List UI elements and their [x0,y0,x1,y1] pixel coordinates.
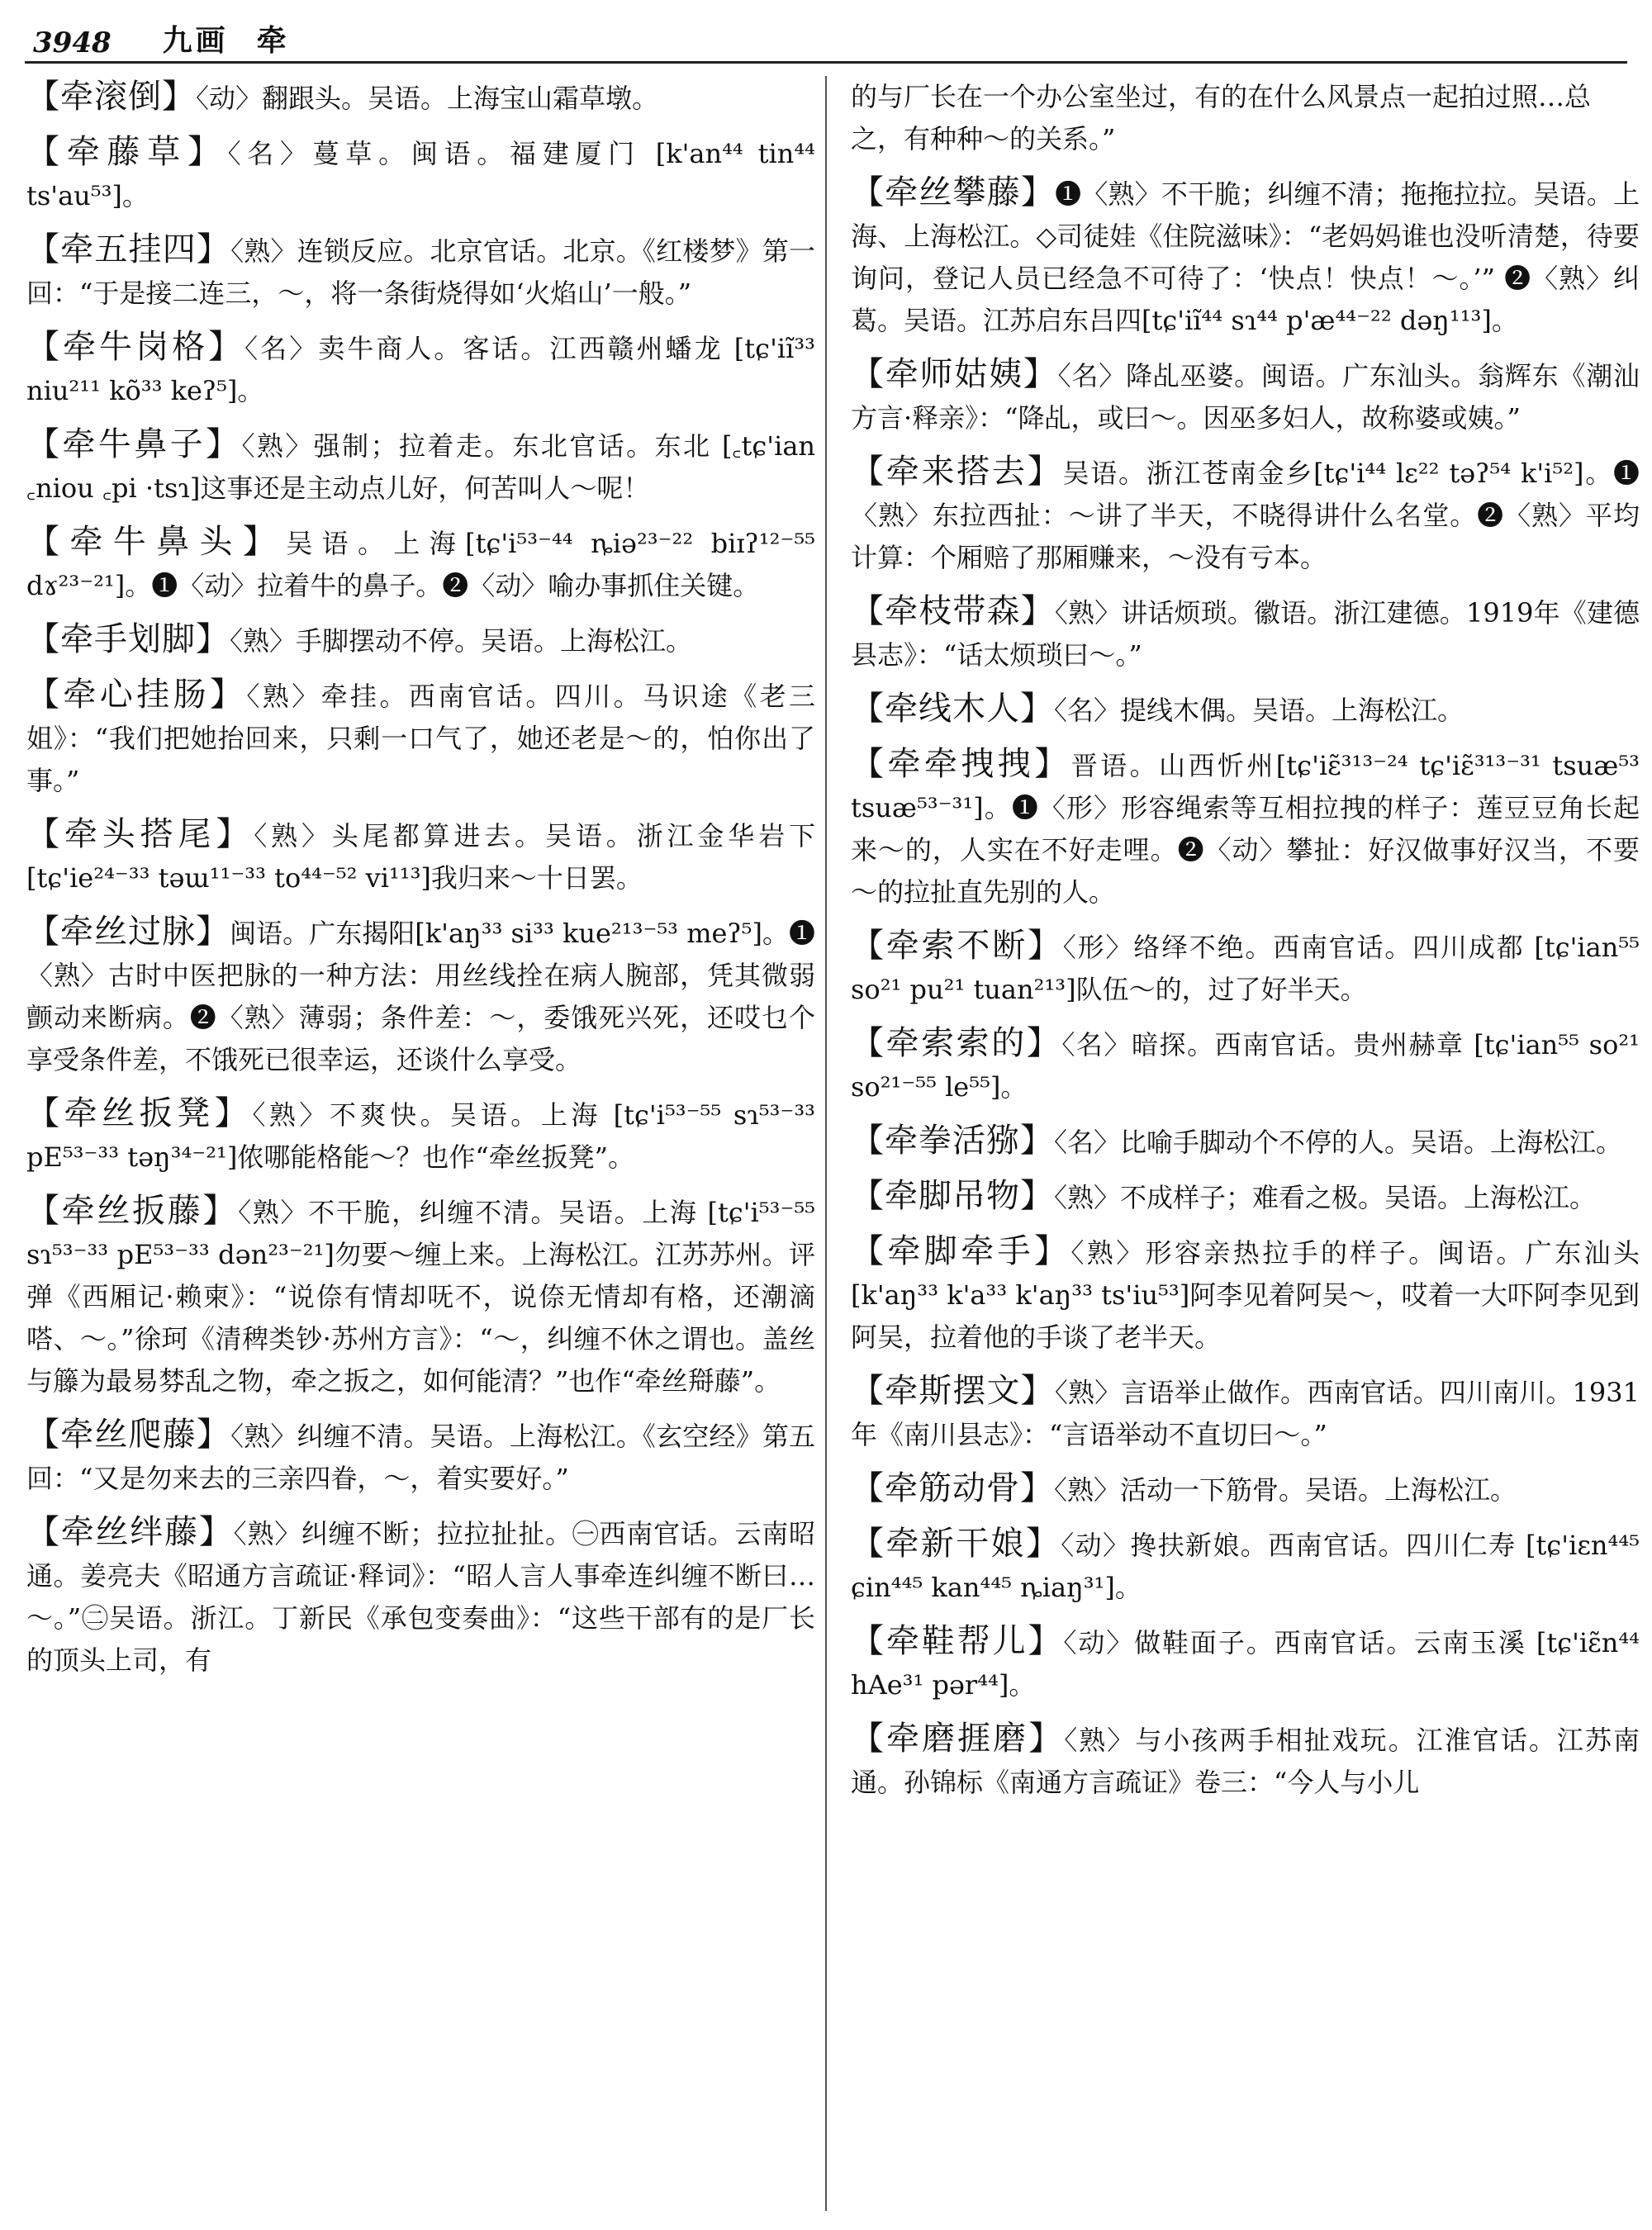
entry-headword: 【牵拳活猕】 [851,1122,1054,1160]
dictionary-entry [26,424,815,510]
entry-definition: 〈熟〉纠缠不清。吴语。上海松江。《玄空经》第五回：“又是勿来去的三亲四眷，～，着实要好。” [26,1421,815,1494]
dictionary-entry [851,1022,1640,1108]
dictionary-entry [26,326,815,412]
section-label: 九画 [162,23,229,58]
dictionary-entry [26,1511,815,1682]
page-number: 3948 [33,26,112,59]
entry-definition: 吴语。浙江苍南金乡[tɕ'i⁴⁴ lɛ²² təʔ⁵⁴ k'i⁵²]。❶〈熟〉东拉西扯：～讲了半天，不晓得讲什么名堂。❷〈熟〉平均计算：个厢赔了那厢赚来，～没有亏本。 [851,458,1640,573]
entry-headword: 【牵牵拽拽】 [851,745,1071,783]
continuation-text: 的与厂长在一个办公室坐过，有的在什么风景点一起拍过照…总之，有种种～的关系。” [851,81,1592,154]
entry-definition: 〈熟〉活动一下筋骨。吴语。上海松江。 [1054,1474,1517,1506]
dictionary-entry [851,1231,1640,1359]
entry-definition: 〈熟〉强制；拉着走。东北官话。东北 [꜀tɕ'ian ꜀niou ꜀pi ·tsɿ]这事还是主动点儿好，何苦叫人～呢！ [26,430,816,504]
entry-headword: 【牵磨捱磨】 [851,1720,1065,1758]
dictionary-entry [851,1468,1640,1511]
entry-definition: 〈熟〉讲话烦琐。徽语。浙江建德。1919年《建德县志》：“话太烦琐曰～。” [851,597,1640,671]
entry-headword: 【牵丝绊藤】 [26,1513,234,1551]
entry-definition: 〈熟〉不成样子；难看之极。吴语。上海松江。 [1054,1182,1597,1213]
left-column [26,76,815,1693]
entry-headword: 【牵斯摆文】 [851,1372,1055,1410]
entry-definition: 吴语。上海[tɕ'i⁵³⁻⁴⁴ ȵiə²³⁻²² biɪʔ¹²⁻⁵⁵ dɤ²³⁻²¹]。❶〈动〉拉着牛的鼻子。❷〈动〉喻办事抓住关键。 [26,528,815,601]
dictionary-entry [851,1120,1640,1164]
entry-headword: 【牵索索的】 [851,1024,1062,1062]
dictionary-entry [26,229,815,315]
entry-headword: 【牵丝扳凳】 [26,1094,253,1132]
right-column [851,76,1640,1815]
entry-definition: 〈熟〉纠缠不断；拉拉扯扯。㊀西南官话。云南昭通。姜亮夫《昭通方言疏证·释词》：“昭人言人事牵连纠缠不断曰…～。”㊁吴语。浙江。丁新民《承包变奏曲》：“这些干部有的是厂长的顶头上司，有 [26,1518,815,1676]
dictionary-entry [26,1414,815,1500]
entry-definition: 〈名〉提线木偶。吴语。上海松江。 [1054,695,1464,726]
entry-definition: 〈名〉蔓草。闽语。福建厦门 [k'an⁴⁴ tin⁴⁴ ts'au⁵³]。 [26,138,815,211]
entry-definition: 〈熟〉与小孩两手相扯戏玩。江淮官话。江苏南通。孙锦标《南通方言疏证》卷三：“今人与小儿 [851,1725,1640,1798]
dictionary-entry [851,1620,1640,1706]
entry-definition: 〈熟〉牵挂。西南官话。四川。马识途《老三姐》：“我们把她抬回来，只剩一口气了，她还老是～的，怕你出了事。” [26,681,815,796]
dictionary-entry [851,1370,1640,1456]
dictionary-entry [26,1093,815,1179]
entry-definition: 〈名〉比喻手脚动个不停的人。吴语。上海松江。 [1054,1127,1623,1158]
entry-definition: 闽语。广东揭阳[k'aŋ³³ si³³ kue²¹³⁻⁵³ meʔ⁵]。❶〈熟〉古时中医把脉的一种方法：用丝线拴在病人腕部，凭其微弱颤动来断病。❷〈熟〉薄弱；条件差：～，委饿死兴死，还哎乜个享受条件差，不饿死已很幸运，还谈什么享受。 [26,918,815,1075]
entry-headword: 【牵筋动骨】 [851,1469,1054,1507]
header-rule [25,61,1627,64]
entry-definition: 〈熟〉手脚摆动不停。吴语。上海松江。 [230,625,693,657]
entry-definition: 晋语。山西忻州[tɕ'iɛ̃³¹³⁻²⁴ tɕ'iɛ̃³¹³⁻³¹ tsuæ⁵³ tsuæ⁵³⁻³¹]。❶〈形〉形容绳索等互相拉拽的样子：莲豆豆角长起来～的，人实在不好走哩。❷〈动〉攀扯：好汉做事好汉当，不要～的拉扯直先别的人。 [851,750,1640,908]
entry-headword: 【牵师姑姨】 [851,355,1058,393]
entry-definition: 〈熟〉不干脆，纠缠不清。吴语。上海 [tɕ'i⁵³⁻⁵⁵ sɿ⁵³⁻³³ pE⁵³⁻³³ dən²³⁻²¹]勿要～缠上来。上海松江。江苏苏州。评弹《西厢记·赖柬》：“说倷有情却呒不，说倷无情却有格，还潮滴嗒、～。”徐珂《清稗类钞·苏州方言》：“～，纠缠不休之谓也。盖丝与籐为最易棼乱之物，牵之扳之，如何能清？”也作“牵丝搿藤”。 [26,1197,815,1397]
entry-definition: 〈动〉做鞋面子。西南官话。云南玉溪 [tɕ'iɛ̃n⁴⁴ hAe³¹ pər⁴⁴]。 [851,1627,1640,1701]
entry-headword: 【牵藤草】 [26,133,228,171]
dictionary-entry [851,451,1640,579]
dictionary-entry [26,911,815,1081]
dictionary-entry [26,674,815,802]
dictionary-entry [26,76,815,120]
entry-headword: 【牵丝攀藤】 [851,173,1056,211]
entry-headword: 【牵来搭去】 [851,453,1063,491]
dictionary-entry [851,1175,1640,1219]
entry-headword: 【牵头搭尾】 [26,815,254,853]
dictionary-entry [851,172,1640,342]
entry-definition: 〈熟〉头尾都算进去。吴语。浙江金华岩下[tɕ'ie²⁴⁻³³ təɯ¹¹⁻³³ to⁴⁴⁻⁵² vi¹¹³]我归来～十日罢。 [26,820,815,894]
entry-headword: 【牵脚吊物】 [851,1177,1054,1215]
header-character: 牵 [256,23,287,58]
entry-headword: 【牵五挂四】 [26,230,231,268]
entry-headword: 【牵索不断】 [851,927,1063,965]
entry-headword: 【牵脚牵手】 [851,1232,1071,1270]
dictionary-entry [26,619,815,662]
entry-definition: 〈形〉络绎不绝。西南官话。四川成都 [tɕ'ian⁵⁵ so²¹ pu²¹ tuan²¹³]队伍～的，过了好半天。 [851,932,1640,1005]
entry-headword: 【牵牛鼻子】 [26,425,242,463]
entry-headword: 【牵丝过脉】 [26,913,230,951]
dictionary-entry [851,591,1640,676]
dictionary-entry [851,688,1640,732]
entry-definition: 〈熟〉连锁反应。北京官话。北京。《红楼梦》第一回：“于是接二连三，～，将一条街烧得如‘火焰山’一般。” [26,235,815,309]
dictionary-entry [851,925,1640,1011]
entry-definition: 〈名〉暗探。西南官话。贵州赫章 [tɕ'ian⁵⁵ so²¹ so²¹⁻⁵⁵ le⁵⁵]。 [851,1029,1640,1103]
entry-headword: 【牵牛鼻头】 [26,523,287,561]
dictionary-entry [26,521,815,607]
entry-headword: 【牵丝扳藤】 [26,1192,239,1230]
entry-headword: 【牵鞋帮儿】 [851,1622,1064,1660]
entry-headword: 【牵手划脚】 [26,620,230,658]
entry-definition: 〈名〉卖牛商人。客话。江西赣州蟠龙 [tɕ'iĩ³³ niu²¹¹ kõ³³ keʔ⁵]。 [26,333,815,406]
column-divider [825,76,827,2211]
dictionary-entry [26,131,815,217]
dictionary-entry [851,743,1640,913]
right-entries [851,172,1640,1804]
dictionary-entry [851,1523,1640,1609]
entry-definition: 〈熟〉言语举止做作。西南官话。四川南川。1931年《南川县志》：“言语举动不直切曰～。” [851,1377,1640,1450]
entry-headword: 【牵牛岗格】 [26,328,245,366]
dictionary-entry [26,1190,815,1402]
dictionary-entry [26,814,815,899]
entry-headword: 【牵滚倒】 [26,78,196,116]
entry-definition: 〈熟〉不爽快。吴语。上海 [tɕ'i⁵³⁻⁵⁵ sɿ⁵³⁻³³ pE⁵³⁻³³ təŋ³⁴⁻²¹]侬哪能格能～？也作“牵丝扳凳”。 [26,1099,815,1173]
entry-definition: 〈动〉翻跟头。吴语。上海宝山霜草墩。 [196,83,659,114]
entry-definition: ❶〈熟〉不干脆；纠缠不清；拖拖拉拉。吴语。上海、上海松江。◇司徒娃《住院滋味》：“老妈妈谁也没听清楚，待要询问，登记人员已经急不可待了：‘快点！快点！～。’” ❷〈熟〉纠葛。吴语。江苏启东吕四[tɕ'iĩ⁴⁴ sɿ⁴⁴ p'æ⁴⁴⁻²² dəŋ¹¹³]。 [851,178,1640,336]
entry-definition: 〈动〉搀扶新娘。西南官话。四川仁寿 [tɕ'iɛn⁴⁴⁵ ɕin⁴⁴⁵ kan⁴⁴⁵ ȵiaŋ³¹]。 [851,1530,1640,1603]
entry-headword: 【牵新干娘】 [851,1525,1061,1563]
entry-headword: 【牵线木人】 [851,690,1054,728]
entry-definition: 〈名〉降乩巫婆。闽语。广东汕头。翁辉东《潮汕方言·释亲》：“降乩，或曰～。因巫多妇人，故称婆或姨。” [851,360,1640,434]
entry-headword: 【牵心挂肠】 [26,676,247,714]
entry-definition: 〈熟〉形容亲热拉手的样子。闽语。广东汕头 [k'aŋ³³ k'a³³ k'aŋ³³ ts'iu⁵³]阿李见着阿吴～，哎着一大吓阿李见到阿吴，拉着他的手谈了老半天。 [851,1237,1640,1353]
dictionary-entry [851,1718,1640,1804]
dictionary-entry [851,353,1640,439]
entry-headword: 【牵丝爬藤】 [26,1416,231,1454]
page-header [33,12,1627,59]
entry-headword: 【牵枝带森】 [851,592,1055,630]
